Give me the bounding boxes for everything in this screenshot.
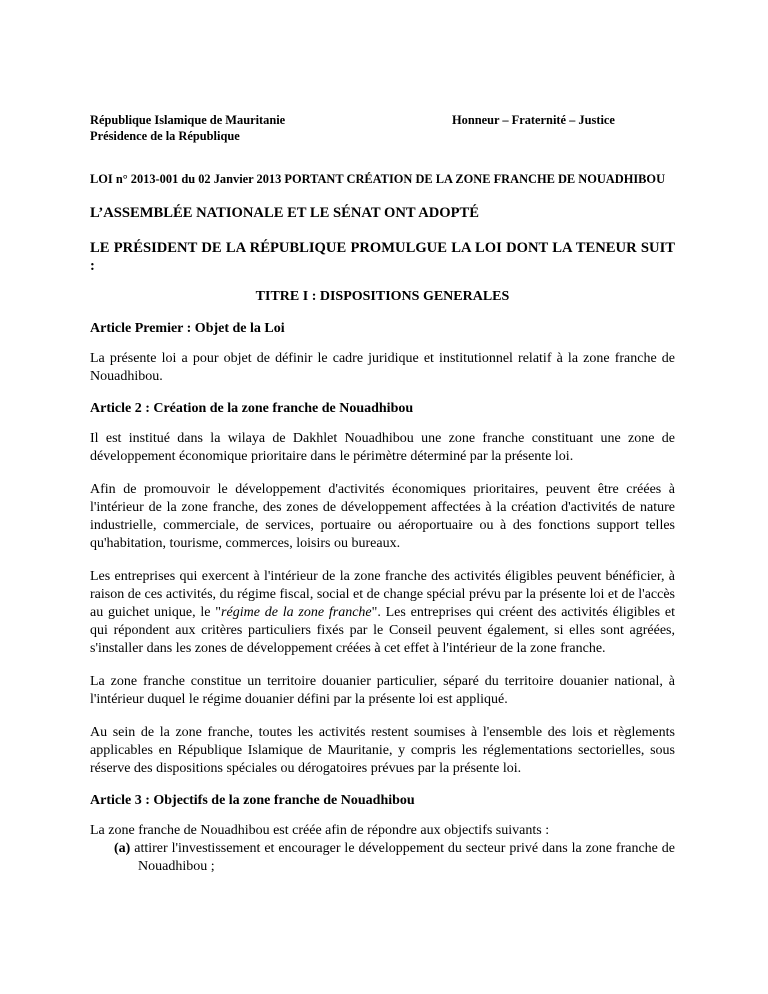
article-1-heading: Article Premier : Objet de la Loi: [90, 321, 285, 336]
republic-name: République Islamique de Mauritanie: [90, 113, 286, 127]
document-page: [90, 112, 675, 876]
article-1-paragraph: La présente loi a pour objet de définir le cadre juridique et institutionnel relatif à la zone franche de Nouadhibou.: [90, 351, 675, 384]
paragraph-3-text-start: Les entreprises qui exercent à l'intérieur de la zone franche des activités éligibles peuvent bénéficier, à raison de ces activités, du régime fiscal, social et de change spécial prévu par la présente loi et de l'accès au guichet unique, le ": [90, 569, 675, 620]
titre-heading: TITRE I : DISPOSITIONS GENERALES: [255, 289, 510, 304]
article-2-paragraph-1: Il est institué dans la wilaya de Dakhlet Nouadhibou une zone franche constituant une zone de développement économique prioritaire dans le périmètre déterminé par la présente loi.: [90, 431, 675, 464]
article-2-paragraph-2: Afin de promouvoir le développement d'activités économiques prioritaires, peuvent être créées à l'intérieur de la zone franche, des zones de développement affectées à la création d'activités de nature industrielle, commerciale, de services, portuaire ou aéroportuaire ou à des fonctions support telles qu'habitation, tourisme, commerces, loisirs ou bureaux.: [90, 482, 675, 551]
law-title: LOI n° 2013-001 du 02 Janvier 2013 PORTANT CRÉATION DE LA ZONE FRANCHE DE NOUADHIBOU: [90, 172, 666, 186]
article-2-heading: Article 2 : Création de la zone franche de Nouadhibou: [90, 401, 414, 416]
national-motto: Honneur – Fraternité – Justice: [452, 113, 615, 127]
presidency-name: Présidence de la République: [90, 129, 240, 143]
list-item-text: attirer l'investissement et encourager le développement du secteur privé dans la zone franche de Nouadhibou ;: [134, 841, 676, 874]
assembly-adopted-heading: L’ASSEMBLÉE NATIONALE ET LE SÉNAT ONT ADOPTÉ: [90, 205, 480, 221]
article-2-paragraph-5: Au sein de la zone franche, toutes les activités restent soumises à l'ensemble des lois et règlements applicables en République Islamique de Mauritanie, y compris les réglementations sectorielles, sous réserve des dispositions spéciales ou dérogatoires prévues par la présente loi.: [90, 725, 675, 776]
header-left: [90, 112, 452, 144]
article-2-paragraph-4: La zone franche constitue un territoire douanier particulier, séparé du territoire douanier national, à l'intérieur duquel le régime douanier défini par la présente loi est appliqué.: [90, 674, 675, 707]
document-header: [90, 112, 675, 144]
regime-term: régime de la zone franche: [221, 605, 372, 620]
paragraph-3-text-end: ". Les entreprises qui créent des activités éligibles et qui répondent aux critères particuliers fixés par le Conseil peuvent également, si elles sont agréées, s'installer dans les zones de développement créées à cet effet à l'intérieur de la zone franche.: [90, 605, 675, 656]
article-3-intro: La zone franche de Nouadhibou est créée afin de répondre aux objectifs suivants :: [90, 823, 550, 838]
article-3-heading: Article 3 : Objectifs de la zone franche de Nouadhibou: [90, 793, 415, 808]
list-item: [114, 840, 675, 876]
list-item-marker: (a): [114, 841, 131, 856]
president-promulgates-heading: LE PRÉSIDENT DE LA RÉPUBLIQUE PROMULGUE LA LOI DONT LA TENEUR SUIT :: [90, 240, 675, 274]
article-2-paragraph-3: [90, 568, 675, 658]
